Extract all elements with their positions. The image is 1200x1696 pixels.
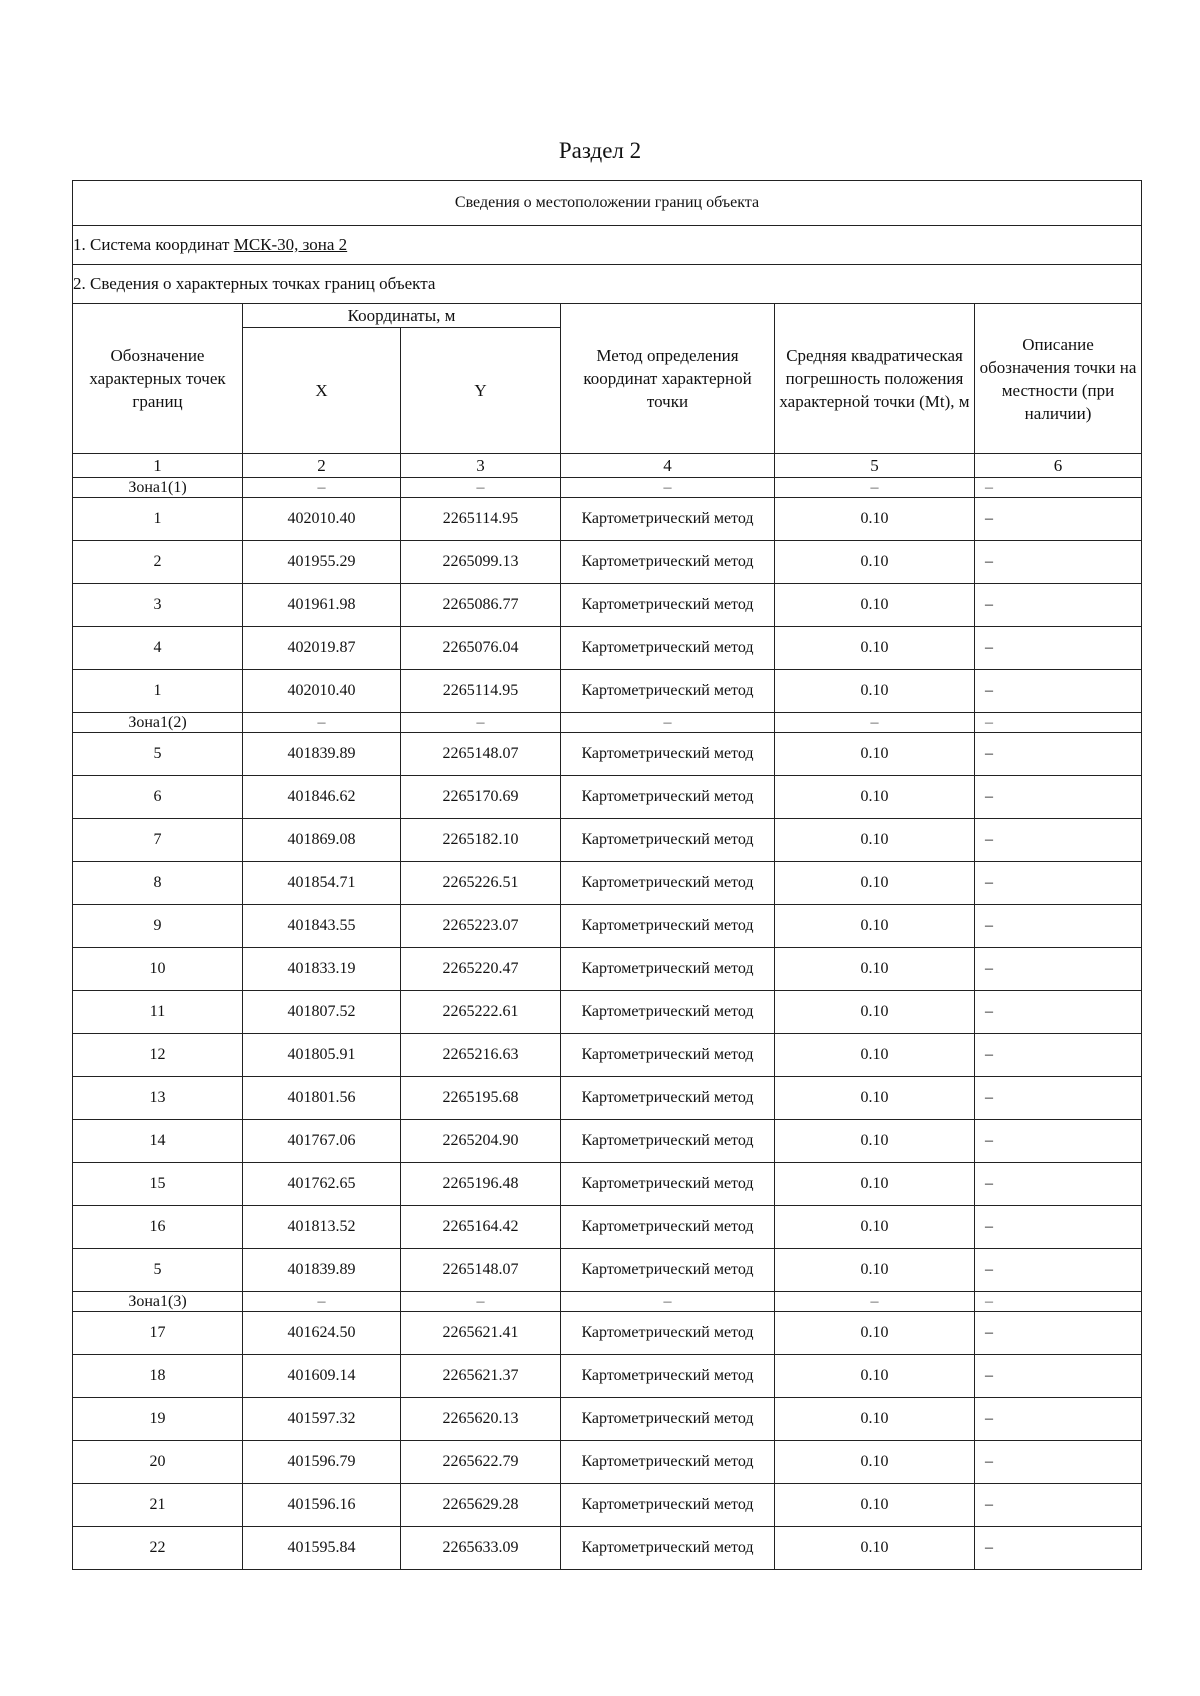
coord-x: 401595.84	[243, 1527, 401, 1570]
coord-y: 2265222.61	[401, 991, 561, 1034]
zone-dash: –	[775, 713, 975, 733]
method: Картометрический метод	[561, 498, 775, 541]
point-number: 16	[73, 1206, 243, 1249]
zone-dash: –	[561, 478, 775, 498]
error-value: 0.10	[775, 1484, 975, 1527]
point-description: –	[975, 541, 1142, 584]
point-number: 17	[73, 1312, 243, 1355]
table-row	[73, 1355, 1142, 1398]
point-description: –	[975, 1120, 1142, 1163]
method: Картометрический метод	[561, 862, 775, 905]
zone-dash: –	[561, 1292, 775, 1312]
method: Картометрический метод	[561, 1034, 775, 1077]
zone-dash: –	[775, 478, 975, 498]
header-description: Описание обозначения точки на местности (при наличии)	[975, 304, 1142, 454]
coord-x: 401767.06	[243, 1120, 401, 1163]
point-number: 3	[73, 584, 243, 627]
point-number: 6	[73, 776, 243, 819]
coord-y: 2265629.28	[401, 1484, 561, 1527]
section-title: Раздел 2	[558, 138, 642, 163]
point-description: –	[975, 1441, 1142, 1484]
coord-x: 401813.52	[243, 1206, 401, 1249]
coord-y: 2265086.77	[401, 584, 561, 627]
table-row	[73, 1484, 1142, 1527]
zone-dash: –	[775, 1292, 975, 1312]
column-number: 4	[561, 454, 775, 478]
error-value: 0.10	[775, 905, 975, 948]
point-description: –	[975, 905, 1142, 948]
zone-dash: –	[975, 713, 1142, 733]
table-row	[73, 905, 1142, 948]
coord-y: 2265076.04	[401, 627, 561, 670]
zone-row	[73, 1292, 1142, 1312]
error-value: 0.10	[775, 627, 975, 670]
column-number: 5	[775, 454, 975, 478]
table-row	[73, 862, 1142, 905]
table-row	[73, 498, 1142, 541]
coord-x: 401955.29	[243, 541, 401, 584]
coord-x: 401805.91	[243, 1034, 401, 1077]
point-number: 20	[73, 1441, 243, 1484]
coord-x: 402010.40	[243, 498, 401, 541]
coord-y: 2265164.42	[401, 1206, 561, 1249]
coord-x: 402010.40	[243, 670, 401, 713]
point-description: –	[975, 670, 1142, 713]
header-y: Y	[401, 328, 561, 454]
zone-name: Зона1(3)	[73, 1292, 243, 1312]
coordinate-system	[73, 226, 1142, 265]
coord-y: 2265114.95	[401, 670, 561, 713]
method: Картометрический метод	[561, 1527, 775, 1570]
table-row	[73, 819, 1142, 862]
coord-y: 2265195.68	[401, 1077, 561, 1120]
table-row	[73, 1441, 1142, 1484]
table-row	[73, 1034, 1142, 1077]
coord-y: 2265220.47	[401, 948, 561, 991]
point-number: 9	[73, 905, 243, 948]
method: Картометрический метод	[561, 627, 775, 670]
point-number: 18	[73, 1355, 243, 1398]
column-number: 3	[401, 454, 561, 478]
point-number: 8	[73, 862, 243, 905]
point-number: 15	[73, 1163, 243, 1206]
zone-dash: –	[561, 713, 775, 733]
method: Картометрический метод	[561, 1206, 775, 1249]
coord-y: 2265226.51	[401, 862, 561, 905]
method: Картометрический метод	[561, 1249, 775, 1292]
coord-x: 401846.62	[243, 776, 401, 819]
table-row	[73, 541, 1142, 584]
point-number: 19	[73, 1398, 243, 1441]
error-value: 0.10	[775, 1034, 975, 1077]
coord-y: 2265216.63	[401, 1034, 561, 1077]
point-number: 22	[73, 1527, 243, 1570]
method: Картометрический метод	[561, 1441, 775, 1484]
header-error: Средняя квадратическая погрешность положения характерной точки (Mt), м	[775, 304, 975, 454]
table-row	[73, 733, 1142, 776]
method: Картометрический метод	[561, 991, 775, 1034]
zone-name: Зона1(2)	[73, 713, 243, 733]
table-row	[73, 1077, 1142, 1120]
points-heading: 2. Сведения о характерных точках границ объекта	[73, 265, 1142, 304]
method: Картометрический метод	[561, 584, 775, 627]
method: Картометрический метод	[561, 1312, 775, 1355]
boundary-points-table	[72, 180, 1142, 1570]
method: Картометрический метод	[561, 776, 775, 819]
coord-x: 402019.87	[243, 627, 401, 670]
point-description: –	[975, 819, 1142, 862]
point-number: 12	[73, 1034, 243, 1077]
table-row	[73, 1206, 1142, 1249]
coord-x: 401597.32	[243, 1398, 401, 1441]
coord-x: 401762.65	[243, 1163, 401, 1206]
coord-y: 2265182.10	[401, 819, 561, 862]
table-row	[73, 948, 1142, 991]
coord-x: 401843.55	[243, 905, 401, 948]
coord-y: 2265148.07	[401, 1249, 561, 1292]
zone-dash: –	[243, 478, 401, 498]
coord-x: 401801.56	[243, 1077, 401, 1120]
point-description: –	[975, 1312, 1142, 1355]
method: Картометрический метод	[561, 905, 775, 948]
point-number: 5	[73, 1249, 243, 1292]
error-value: 0.10	[775, 776, 975, 819]
point-description: –	[975, 498, 1142, 541]
table-row	[73, 670, 1142, 713]
point-description: –	[975, 776, 1142, 819]
point-number: 5	[73, 733, 243, 776]
coord-x: 401596.79	[243, 1441, 401, 1484]
error-value: 0.10	[775, 1312, 975, 1355]
error-value: 0.10	[775, 1077, 975, 1120]
method: Картометрический метод	[561, 1077, 775, 1120]
error-value: 0.10	[775, 584, 975, 627]
point-number: 21	[73, 1484, 243, 1527]
table-row	[73, 776, 1142, 819]
coord-y: 2265204.90	[401, 1120, 561, 1163]
error-value: 0.10	[775, 1398, 975, 1441]
header-point-designation: Обозначение характерных точек границ	[73, 304, 243, 454]
point-number: 2	[73, 541, 243, 584]
zone-row	[73, 478, 1142, 498]
zone-name: Зона1(1)	[73, 478, 243, 498]
column-numbers-row	[73, 454, 1142, 478]
coord-x: 401839.89	[243, 1249, 401, 1292]
coord-y: 2265621.37	[401, 1355, 561, 1398]
error-value: 0.10	[775, 541, 975, 584]
method: Картометрический метод	[561, 541, 775, 584]
coordinate-system-value: МСК-30, зона 2	[233, 235, 348, 254]
error-value: 0.10	[775, 1120, 975, 1163]
error-value: 0.10	[775, 1355, 975, 1398]
table-row	[73, 1163, 1142, 1206]
coord-x: 401869.08	[243, 819, 401, 862]
header-method: Метод определения координат характерной точки	[561, 304, 775, 454]
point-description: –	[975, 1163, 1142, 1206]
error-value: 0.10	[775, 1527, 975, 1570]
column-number: 1	[73, 454, 243, 478]
method: Картометрический метод	[561, 1120, 775, 1163]
zone-dash: –	[401, 713, 561, 733]
zone-dash: –	[243, 713, 401, 733]
coord-x: 401854.71	[243, 862, 401, 905]
table-row	[73, 1312, 1142, 1355]
error-value: 0.10	[775, 862, 975, 905]
point-number: 7	[73, 819, 243, 862]
error-value: 0.10	[775, 733, 975, 776]
header-coordinates: Координаты, м	[243, 304, 561, 328]
point-description: –	[975, 991, 1142, 1034]
point-description: –	[975, 1484, 1142, 1527]
point-description: –	[975, 627, 1142, 670]
method: Картометрический метод	[561, 819, 775, 862]
point-number: 11	[73, 991, 243, 1034]
point-description: –	[975, 1077, 1142, 1120]
point-description: –	[975, 1034, 1142, 1077]
coord-y: 2265099.13	[401, 541, 561, 584]
coord-y: 2265621.41	[401, 1312, 561, 1355]
method: Картометрический метод	[561, 1398, 775, 1441]
method: Картометрический метод	[561, 670, 775, 713]
coordinate-system-label: 1. Система координат	[73, 235, 234, 254]
error-value: 0.10	[775, 948, 975, 991]
zone-dash: –	[975, 1292, 1142, 1312]
coord-x: 401807.52	[243, 991, 401, 1034]
zone-dash: –	[401, 1292, 561, 1312]
zone-dash: –	[975, 478, 1142, 498]
method: Картометрический метод	[561, 1163, 775, 1206]
point-description: –	[975, 948, 1142, 991]
table-row	[73, 1249, 1142, 1292]
column-number: 2	[243, 454, 401, 478]
coord-y: 2265114.95	[401, 498, 561, 541]
point-number: 13	[73, 1077, 243, 1120]
coord-x: 401961.98	[243, 584, 401, 627]
method: Картометрический метод	[561, 1484, 775, 1527]
coord-y: 2265620.13	[401, 1398, 561, 1441]
coord-y: 2265170.69	[401, 776, 561, 819]
coord-x: 401609.14	[243, 1355, 401, 1398]
column-number: 6	[975, 454, 1142, 478]
error-value: 0.10	[775, 670, 975, 713]
coord-y: 2265633.09	[401, 1527, 561, 1570]
point-number: 4	[73, 627, 243, 670]
table-row	[73, 1120, 1142, 1163]
table-row	[73, 991, 1142, 1034]
zone-dash: –	[401, 478, 561, 498]
coord-y: 2265196.48	[401, 1163, 561, 1206]
point-description: –	[975, 1249, 1142, 1292]
point-number: 14	[73, 1120, 243, 1163]
table-row	[73, 1398, 1142, 1441]
zone-row	[73, 713, 1142, 733]
point-description: –	[975, 1398, 1142, 1441]
error-value: 0.10	[775, 991, 975, 1034]
coord-y: 2265622.79	[401, 1441, 561, 1484]
point-description: –	[975, 584, 1142, 627]
error-value: 0.10	[775, 1206, 975, 1249]
error-value: 0.10	[775, 1249, 975, 1292]
error-value: 0.10	[775, 819, 975, 862]
coord-y: 2265148.07	[401, 733, 561, 776]
table-row	[73, 627, 1142, 670]
point-description: –	[975, 1355, 1142, 1398]
error-value: 0.10	[775, 498, 975, 541]
error-value: 0.10	[775, 1163, 975, 1206]
point-description: –	[975, 1527, 1142, 1570]
zone-dash: –	[243, 1292, 401, 1312]
method: Картометрический метод	[561, 948, 775, 991]
method: Картометрический метод	[561, 733, 775, 776]
method: Картометрический метод	[561, 1355, 775, 1398]
coord-x: 401596.16	[243, 1484, 401, 1527]
point-number: 1	[73, 498, 243, 541]
coord-x: 401833.19	[243, 948, 401, 991]
point-description: –	[975, 862, 1142, 905]
point-number: 1	[73, 670, 243, 713]
point-description: –	[975, 733, 1142, 776]
table-row	[73, 1527, 1142, 1570]
point-description: –	[975, 1206, 1142, 1249]
coord-x: 401839.89	[243, 733, 401, 776]
point-number: 10	[73, 948, 243, 991]
table-row	[73, 584, 1142, 627]
coord-x: 401624.50	[243, 1312, 401, 1355]
error-value: 0.10	[775, 1441, 975, 1484]
coord-y: 2265223.07	[401, 905, 561, 948]
header-x: X	[243, 328, 401, 454]
table-caption: Сведения о местоположении границ объекта	[73, 181, 1142, 226]
